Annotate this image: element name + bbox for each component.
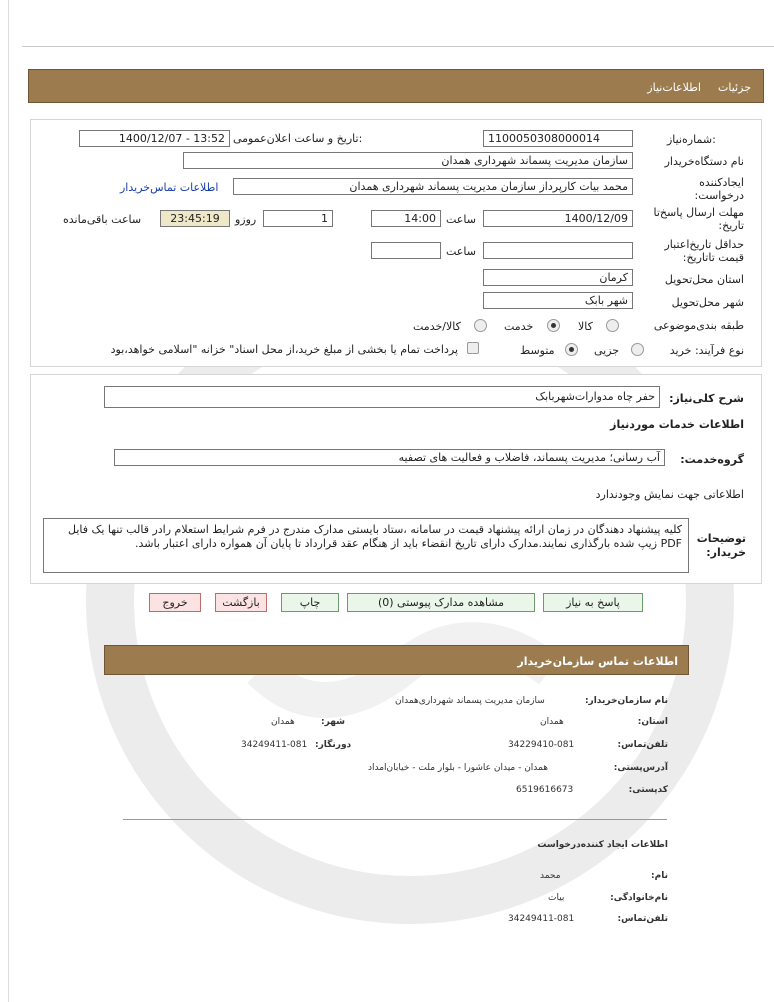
- remaining-label: ساعت باقی‌مانده: [63, 213, 142, 226]
- general-desc-label: شرح کلی‌نیاز:: [669, 392, 744, 405]
- exit-button[interactable]: خروج: [149, 593, 201, 612]
- last-name-label: نام‌خانوادگی:: [610, 893, 668, 903]
- buyer-notes-field: کلیه پیشنهاد دهندگان در زمان ارائه پیشنهاد قیمت در سامانه ،ستاد بایستی مدارک مندرج در فرم شرایط استعلام رادر قالب تنها یک فایل PDF زیپ شده بارگذاری نمایند.مدارک دارای تاریخ انقضاء باید از هنگام عقد قرارداد تا پایان آن همواره دارای اعتبار باشد.: [43, 518, 689, 573]
- remaining-time-field: 23:45:19: [160, 210, 230, 227]
- min-validity-time-field: [371, 242, 441, 259]
- contact-phone-value: 34229410-081: [508, 740, 575, 750]
- cat-goods-text: کالا: [578, 320, 593, 333]
- top-divider: [22, 46, 774, 47]
- contact-province-value: همدان: [540, 717, 564, 727]
- services-title: اطلاعات خدمات موردنیاز: [610, 418, 744, 431]
- first-name-label: نام:: [651, 871, 668, 881]
- contact-phone-label: تلفن‌تماس:: [617, 740, 668, 750]
- contact-header: [104, 645, 689, 675]
- deadline-time-label: ساعت: [446, 213, 476, 226]
- province-label: استان محل‌تحویل: [664, 273, 744, 286]
- proc-medium-text: متوسط: [520, 344, 555, 357]
- cat-service-radio[interactable]: [547, 319, 560, 332]
- last-name-value: بیات: [548, 893, 565, 903]
- tab-need-info[interactable]: اطلاعات‌نیاز: [647, 81, 701, 94]
- service-group-label: گروه‌خدمت:: [680, 453, 744, 466]
- deadline-time-field: 14:00: [371, 210, 441, 227]
- service-group-field: آب رسانی؛ مدیریت پسماند، فاضلاب و فعالیت های تصفیه: [114, 449, 665, 466]
- announce-date-field: 1400/12/07 - 13:52: [79, 130, 230, 147]
- contact-city-label: شهر:: [321, 717, 345, 727]
- min-validity-date-field: [483, 242, 633, 259]
- cat-service-text: خدمت: [504, 320, 534, 333]
- print-button[interactable]: چاپ: [281, 593, 339, 612]
- deadline-label: مهلت ارسال پاسخ‌تا تاریخ:: [653, 206, 744, 232]
- postal-value: 6519616673: [516, 785, 574, 795]
- fax-value: 34249411-081: [241, 740, 308, 750]
- tab-details[interactable]: جزئیات: [718, 81, 751, 94]
- creator-info-title: اطلاعات ایجاد کننده‌درخواست: [537, 840, 668, 850]
- need-number-field: 1100050308000014: [483, 130, 633, 147]
- buyer-contact-link[interactable]: اطلاعات تماس‌خریدار: [120, 181, 219, 194]
- payment-checkbox[interactable]: [467, 342, 479, 354]
- cat-goods-service-radio[interactable]: [474, 319, 487, 332]
- buyer-org-label: نام دستگاه‌خریدار: [664, 155, 744, 168]
- announce-label: تاریخ و ساعت اعلان‌عمومی:: [233, 132, 363, 145]
- creator-phone-label: تلفن‌تماس:: [617, 914, 668, 924]
- reply-button[interactable]: پاسخ به نیاز: [543, 593, 643, 612]
- section-header: [28, 69, 764, 103]
- cat-goods-radio[interactable]: [606, 319, 619, 332]
- no-info-text: اطلاعاتی جهت نمایش وجود‌ندارد: [595, 488, 744, 501]
- min-validity-label: حداقل تاریخ‌اعتبار قیمت تا‌تاریخ:: [664, 238, 744, 264]
- proc-minor-text: جزیی: [594, 344, 620, 357]
- deadline-date-field: 1400/12/09: [483, 210, 633, 227]
- payment-note: پرداخت تمام یا بخشی از مبلغ خرید،از محل اسناد" خزانه "اسلامی خواهد،بود: [110, 343, 458, 356]
- creator-label: ایجادکننده درخواست:: [694, 176, 744, 202]
- contact-divider: [123, 819, 667, 820]
- contact-header-text: اطلاعات تماس سازمان‌خریدار: [517, 655, 678, 668]
- back-button[interactable]: بازگشت: [215, 593, 267, 612]
- contact-city-value: همدان: [271, 717, 295, 727]
- postal-label: کد‌پستی:: [628, 785, 668, 795]
- buyer-notes-label: توضیحات خریدار:: [696, 532, 746, 559]
- creator-phone-value: 34249411-081: [508, 914, 575, 924]
- buyer-org-field: سازمان مدیریت پسماند شهرداری همدان: [183, 152, 633, 169]
- days-label: روزو: [235, 213, 257, 226]
- org-value: سازمان مدیریت پسماند شهرداری‌همدان: [395, 696, 545, 706]
- city-field: شهر بابک: [483, 292, 633, 309]
- city-label: شهر محل‌تحویل: [671, 296, 744, 309]
- fax-label: دورنگار:: [315, 740, 352, 750]
- creator-field: محمد بیات کارپرداز سازمان مدیریت پسماند شهرداری همدان: [233, 178, 633, 195]
- proc-minor-radio[interactable]: [631, 343, 644, 356]
- address-value: همدان - میدان عاشورا - بلوار ملت - خیابان‌امداد: [368, 763, 548, 773]
- proc-medium-radio[interactable]: [565, 343, 578, 356]
- contact-province-label: استان:: [637, 717, 668, 727]
- general-desc-field: حفر چاه مدوارات‌شهربابک: [104, 386, 660, 408]
- cat-goods-service-text: کالا/خدمت: [413, 320, 461, 333]
- process-label: نوع فرآیند: خرید: [669, 344, 744, 357]
- min-validity-time-label: ساعت: [446, 245, 476, 258]
- province-field: کرمان: [483, 269, 633, 286]
- need-number-label: شماره‌نیاز:: [667, 133, 716, 146]
- category-label: طبقه بندی‌موضوعی: [653, 319, 744, 332]
- org-label: نام سازمان‌خریدار:: [584, 696, 668, 706]
- first-name-value: محمد: [540, 871, 561, 881]
- address-label: آدرس‌پستی:: [613, 763, 668, 773]
- page-left-border: [8, 0, 9, 1002]
- attachments-button[interactable]: مشاهده مدارک پیوستی (0): [347, 593, 535, 612]
- days-field: 1: [263, 210, 333, 227]
